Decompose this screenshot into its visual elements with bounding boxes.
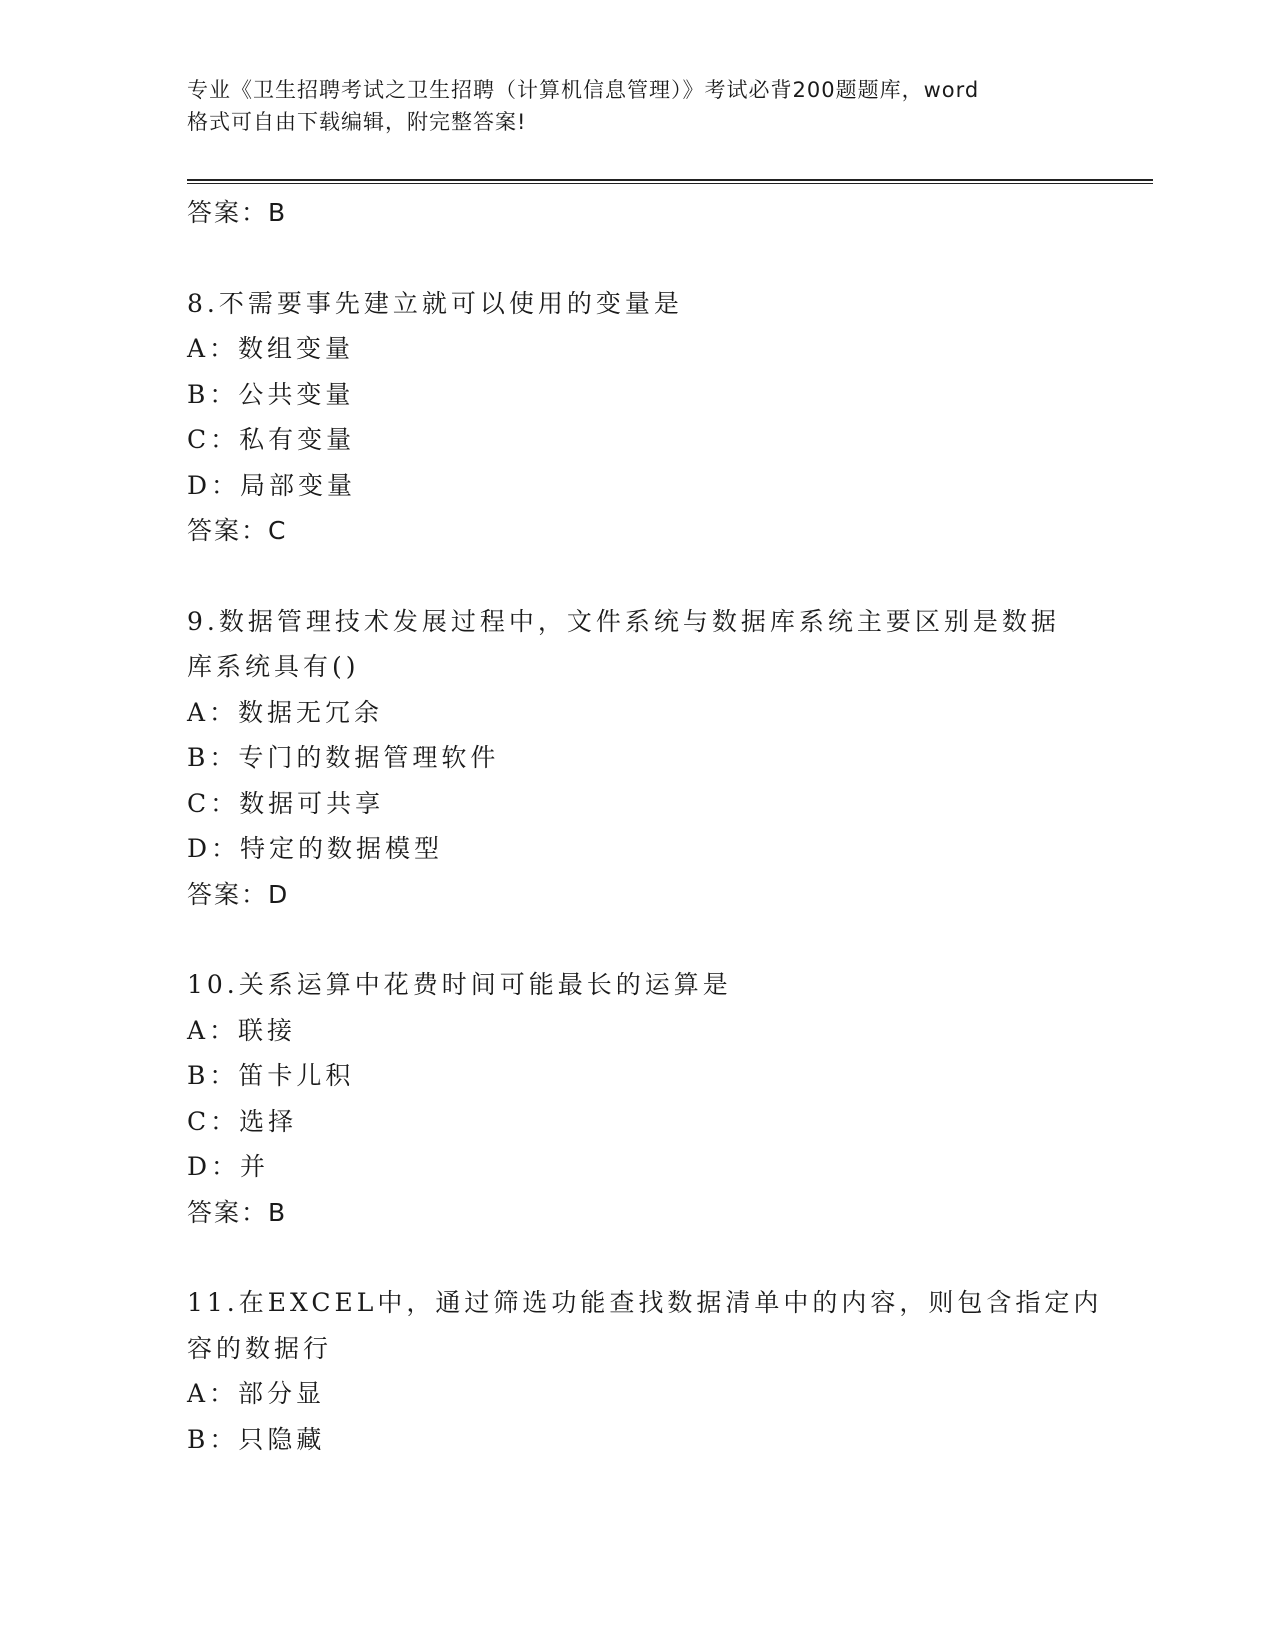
spacer	[187, 554, 1087, 599]
option-c: C：选择	[187, 1106, 298, 1136]
option-a: A：数组变量	[187, 334, 355, 363]
answer-line: 答案：B	[187, 198, 288, 227]
spacer	[187, 1235, 1087, 1280]
answer-line: 答案：B	[187, 1197, 288, 1227]
option-c: C：私有变量	[187, 425, 356, 454]
spacer	[187, 917, 1087, 962]
option-b: B：公共变量	[187, 379, 355, 409]
option-b: B：笛卡儿积	[187, 1061, 355, 1090]
option-a: A：部分显	[187, 1379, 326, 1408]
question-text-continued: 容的数据行	[187, 1333, 333, 1363]
document-header	[187, 74, 1087, 138]
header-divider-thin	[187, 183, 1153, 184]
question-block	[187, 281, 1087, 554]
question-text-continued: 库系统具有()	[187, 652, 360, 681]
option-c: C：数据可共享	[187, 788, 385, 818]
question-block	[187, 962, 1087, 1235]
option-a: A：数据无冗余	[187, 697, 384, 727]
question-list	[187, 190, 1103, 1462]
question-block	[187, 599, 1087, 918]
spacer	[187, 236, 1087, 281]
option-d: D：特定的数据模型	[187, 834, 444, 863]
question-text: 10.关系运算中花费时间可能最长的运算是	[187, 970, 732, 999]
header-line-2: 格式可自由下载编辑，附完整答案!	[187, 110, 527, 134]
answer-line: 答案：C	[187, 516, 288, 545]
question-text: 11.在EXCEL中，通过筛选功能查找数据清单中的内容，则包含指定内	[187, 1288, 1103, 1317]
question-text: 9.数据管理技术发展过程中，文件系统与数据库系统主要区别是数据	[187, 606, 1060, 636]
option-b: B：只隐藏	[187, 1424, 326, 1454]
option-d: D：局部变量	[187, 470, 357, 500]
header-line-1: 专业《卫生招聘考试之卫生招聘（计算机信息管理）》考试必背200题题库，word	[187, 78, 980, 102]
header-divider	[187, 179, 1153, 181]
answer-line: 答案：D	[187, 879, 290, 909]
question-block	[187, 1280, 1103, 1462]
question-text: 8.不需要事先建立就可以使用的变量是	[187, 288, 683, 318]
option-b: B：专门的数据管理软件	[187, 743, 500, 772]
option-a: A：联接	[187, 1015, 297, 1045]
option-d: D：并	[187, 1152, 270, 1181]
